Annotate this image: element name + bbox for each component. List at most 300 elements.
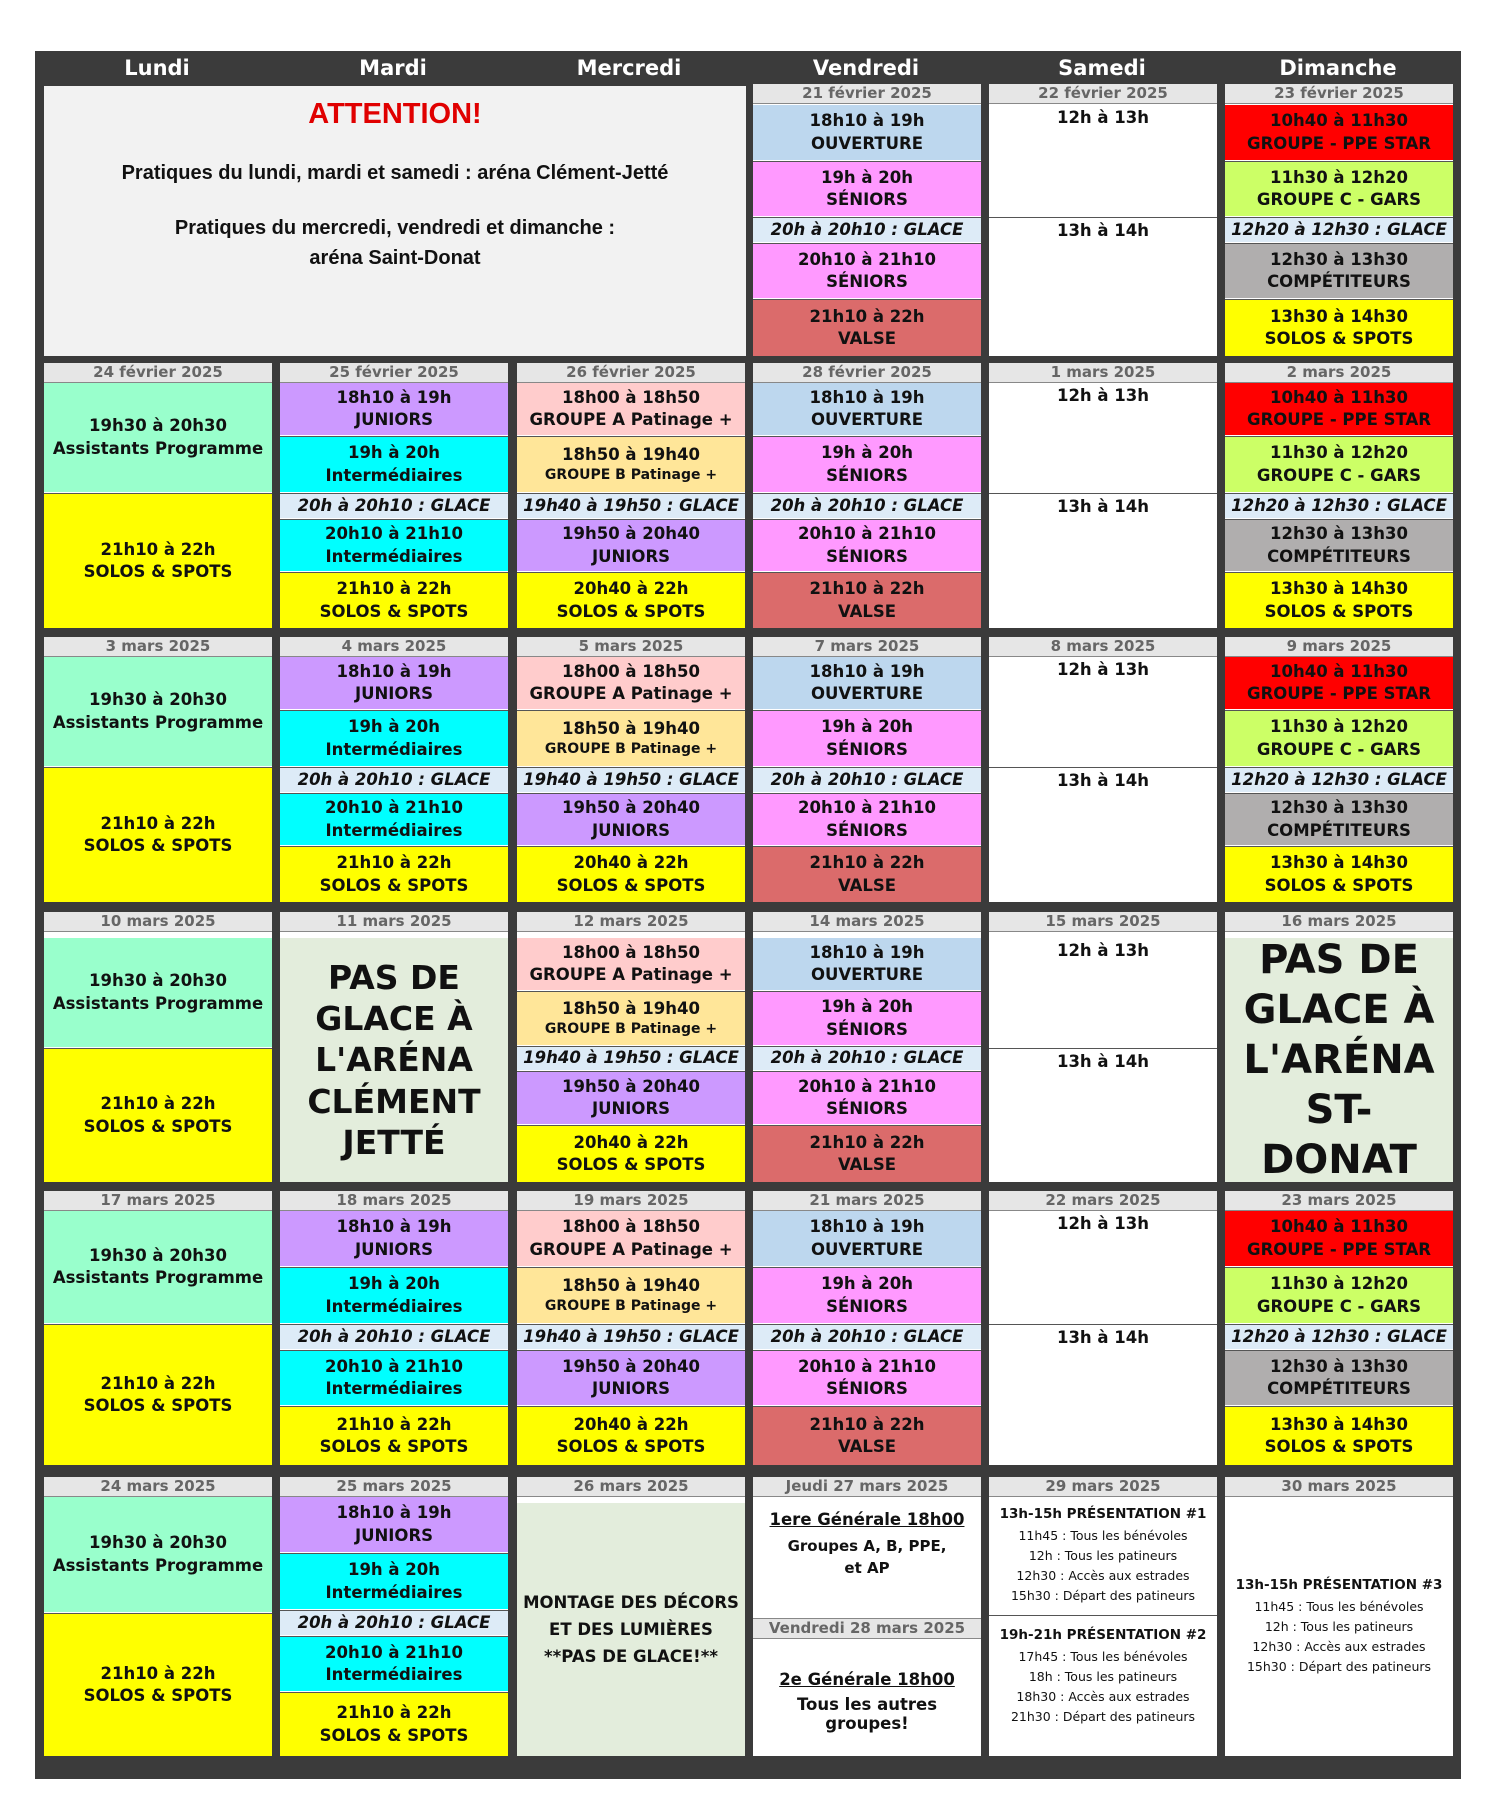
day-panel-ven-week4	[753, 912, 981, 1182]
presentation-1	[989, 1497, 1217, 1616]
schedule-slot	[989, 1211, 1217, 1323]
slot-label: SOLOS & SPOTS	[1264, 875, 1414, 895]
schedule-slot	[753, 436, 981, 492]
slot-time: 19h40 à 19h50 : GLACE	[523, 495, 739, 515]
schedule-slot	[753, 519, 981, 571]
schedule-slot	[280, 1692, 508, 1756]
day-header-lundi: Lundi	[124, 56, 190, 80]
day-panel-ven-week1	[753, 84, 981, 356]
schedule-slot	[753, 217, 981, 242]
slot-time: 21h10 à 22h	[809, 853, 925, 873]
schedule-slot	[44, 938, 272, 1047]
schedule-slot	[989, 767, 1217, 902]
day-panel-ven-week3	[753, 637, 981, 902]
day-panel-dim-week1	[1225, 84, 1453, 356]
day-panel-lun-week6	[44, 1477, 272, 1756]
slot-time: 20h à 20h10 : GLACE	[770, 495, 964, 515]
schedule-slot	[280, 1406, 508, 1465]
schedule-slot	[517, 519, 745, 571]
slot-time: 13h à 14h	[1056, 1328, 1150, 1347]
attention-title: ATTENTION!	[308, 98, 482, 130]
slot-time: 21h10 à 22h	[100, 539, 216, 559]
slot-time: 19h40 à 19h50 : GLACE	[523, 1326, 739, 1346]
date-label: 25 février 2025	[280, 363, 508, 383]
schedule-slot	[280, 657, 508, 709]
slot-time: 20h à 20h10 : GLACE	[297, 769, 491, 789]
slot-label: GROUPE B Patinage +	[544, 1021, 718, 1038]
slot-label: GROUPE C - GARS	[1256, 190, 1422, 209]
slot-label: SÉNIORS	[826, 1296, 908, 1316]
schedule-slot	[1225, 846, 1453, 902]
date-label: 15 mars 2025	[989, 912, 1217, 932]
schedule-slot	[44, 767, 272, 902]
slot-label: SÉNIORS	[826, 739, 908, 759]
presentation-item: 11h45 : Tous les bénévoles	[1018, 1528, 1188, 1543]
day-panel-mar-week5	[280, 1191, 508, 1465]
schedule-slot	[753, 793, 981, 845]
presentation-2	[989, 1617, 1217, 1736]
slot-time: 13h30 à 14h30	[1270, 306, 1408, 326]
slot-label: OUVERTURE	[810, 965, 924, 984]
slot-label: SOLOS & SPOTS	[1264, 1437, 1414, 1456]
schedule-slot	[753, 1324, 981, 1349]
schedule-slot	[1225, 217, 1453, 242]
schedule-slot	[517, 383, 745, 435]
slot-label: GROUPE B Patinage +	[544, 467, 718, 484]
notice-line: **PAS DE GLACE!**	[544, 1647, 718, 1666]
slot-time: 13h30 à 14h30	[1270, 853, 1408, 873]
schedule-slot	[753, 493, 981, 518]
schedule-slot	[280, 767, 508, 792]
schedule-slot	[1225, 657, 1453, 709]
slot-time: 19h à 20h	[347, 443, 441, 463]
slot-time: 18h00 à 18h50	[562, 1217, 700, 1237]
attention-line: aréna Saint-Donat	[309, 247, 481, 269]
slot-label: Intermédiaires	[325, 1665, 463, 1684]
slot-time: 10h40 à 11h30	[1270, 661, 1408, 681]
slot-time: 18h10 à 19h	[809, 1217, 925, 1237]
slot-time: 21h10 à 22h	[100, 1373, 216, 1393]
schedule-slot	[517, 1350, 745, 1405]
slot-time: 19h à 20h	[347, 1560, 441, 1580]
slot-label: Assistants Programme	[52, 438, 264, 458]
slot-time: 13h à 14h	[1056, 771, 1150, 790]
slot-label: JUNIORS	[591, 546, 671, 566]
slot-time: 20h10 à 21h10	[325, 1642, 463, 1662]
slot-label: GROUPE B Patinage +	[544, 1298, 718, 1315]
slot-time: 21h10 à 22h	[336, 1703, 452, 1723]
schedule-slot	[989, 105, 1217, 216]
slot-time: 12h30 à 13h30	[1270, 524, 1408, 544]
presentation-item: 18h30 : Accès aux estrades	[1016, 1688, 1190, 1704]
schedule-slot	[753, 1125, 981, 1182]
slot-label: GROUPE A Patinage +	[529, 1239, 733, 1259]
slot-label: GROUPE C - GARS	[1256, 739, 1422, 759]
date-label: 18 mars 2025	[280, 1191, 508, 1211]
date-label: 22 mars 2025	[989, 1191, 1217, 1211]
day-header-mercredi: Mercredi	[576, 56, 682, 80]
slot-time: 19h50 à 20h40	[562, 1076, 700, 1096]
day-header-samedi: Samedi	[1058, 56, 1146, 80]
slot-time: 12h20 à 12h30 : GLACE	[1231, 495, 1447, 515]
slot-label: SÉNIORS	[826, 1019, 908, 1039]
schedule-slot	[753, 1350, 981, 1405]
slot-time: 18h10 à 19h	[809, 387, 925, 407]
slot-label: SOLOS & SPOTS	[319, 1725, 469, 1745]
slot-time: 19h à 20h	[347, 1274, 441, 1294]
slot-time: 21h10 à 22h	[336, 853, 452, 873]
slot-time: 19h à 20h	[820, 717, 914, 737]
slot-label: GROUPE A Patinage +	[529, 684, 733, 703]
montage-notice	[517, 1503, 745, 1756]
date-label: 7 mars 2025	[753, 637, 981, 657]
slot-time: 21h10 à 22h	[809, 1414, 925, 1434]
schedule-slot	[753, 846, 981, 902]
schedule-slot	[280, 710, 508, 766]
schedule-slot	[517, 846, 745, 902]
schedule-slot	[280, 1497, 508, 1552]
schedule-slot	[44, 1613, 272, 1756]
slot-label: GROUPE C - GARS	[1256, 465, 1422, 485]
slot-time: 19h à 20h	[820, 1274, 914, 1294]
date-label: 1 mars 2025	[989, 363, 1217, 383]
generale-line: et AP	[844, 1558, 890, 1577]
slot-time: 18h50 à 19h40	[562, 444, 700, 464]
slot-label: Intermédiaires	[325, 546, 463, 566]
day-panel-mer-w6	[517, 1477, 745, 1756]
slot-time: 20h40 à 22h	[573, 1414, 689, 1434]
slot-time: 12h20 à 12h30 : GLACE	[1231, 769, 1447, 789]
slot-label: Assistants Programme	[52, 712, 264, 732]
slot-time: 20h10 à 21h10	[798, 249, 936, 269]
day-panel-mer-week4	[517, 912, 745, 1182]
slot-time: 18h10 à 19h	[809, 661, 925, 681]
schedule-slot	[517, 938, 745, 990]
slot-label: VALSE	[837, 875, 897, 895]
schedule-slot	[280, 1211, 508, 1266]
slot-time: 11h30 à 12h20	[1270, 717, 1408, 737]
schedule-slot	[1225, 767, 1453, 792]
slot-time: 13h à 14h	[1056, 497, 1150, 516]
schedule-slot	[753, 1406, 981, 1465]
day-panel-dim-week3	[1225, 637, 1453, 902]
schedule-slot	[1225, 710, 1453, 766]
slot-time: 18h00 à 18h50	[562, 942, 700, 962]
day-panel-sam-week1	[989, 84, 1217, 356]
slot-label: OUVERTURE	[810, 410, 924, 429]
slot-label: SÉNIORS	[826, 190, 908, 209]
schedule-slot	[1225, 793, 1453, 845]
date-label: 29 mars 2025	[989, 1477, 1217, 1497]
notice-line: ET DES LUMIÈRES	[549, 1620, 713, 1639]
schedule-slot	[989, 383, 1217, 492]
slot-label: JUNIORS	[354, 684, 434, 703]
day-panel-lun-week4	[44, 912, 272, 1182]
slot-time: 11h30 à 12h20	[1270, 1274, 1408, 1294]
slot-label: SOLOS & SPOTS	[556, 875, 706, 895]
slot-label: JUNIORS	[591, 820, 671, 840]
day-panel-sam-w6	[989, 1477, 1217, 1756]
slot-label: SÉNIORS	[826, 820, 908, 840]
schedule-slot	[280, 1267, 508, 1323]
slot-label: Intermédiaires	[325, 1379, 463, 1398]
presentation-item: 12h30 : Accès aux estrades	[1016, 1568, 1190, 1583]
slot-time: 20h40 à 22h	[573, 853, 689, 873]
slot-label: SOLOS & SPOTS	[556, 1437, 706, 1456]
slot-time: 12h à 13h	[1056, 386, 1150, 405]
schedule-slot	[44, 383, 272, 492]
schedule-slot	[517, 1406, 745, 1465]
slot-label: SOLOS & SPOTS	[83, 1116, 233, 1136]
slot-time: 20h à 20h10 : GLACE	[770, 1326, 964, 1346]
date-label: Jeudi 27 mars 2025	[753, 1477, 981, 1497]
presentation-item: 17h45 : Tous les bénévoles	[1018, 1648, 1188, 1664]
slot-time: 18h00 à 18h50	[562, 661, 700, 681]
day-panel-jeu-ven-w6	[753, 1477, 981, 1756]
slot-time: 19h50 à 20h40	[562, 1356, 700, 1376]
schedule-slot	[280, 846, 508, 902]
presentation-item: 21h30 : Départ des patineurs	[1010, 1708, 1196, 1724]
schedule-slot	[517, 991, 745, 1045]
slot-time: 18h50 à 19h40	[562, 998, 700, 1018]
day-header-dimanche: Dimanche	[1279, 56, 1397, 80]
presentation-title: 13h-15h PRÉSENTATION #1	[999, 1506, 1207, 1522]
schedule-slot	[1225, 519, 1453, 571]
day-panel-dim-week2	[1225, 363, 1453, 628]
schedule-slot	[1225, 1324, 1453, 1349]
slot-label: SOLOS & SPOTS	[556, 601, 706, 621]
slot-label: COMPÉTITEURS	[1267, 546, 1411, 566]
schedule-slot	[989, 1324, 1217, 1465]
notice-line: MONTAGE DES DÉCORS	[523, 1593, 739, 1612]
slot-label: SOLOS & SPOTS	[83, 1396, 233, 1415]
slot-label: JUNIORS	[354, 1525, 434, 1545]
date-label: 11 mars 2025	[280, 912, 508, 932]
generale-2	[753, 1647, 981, 1756]
presentation-title: 19h-21h PRÉSENTATION #2	[999, 1626, 1207, 1643]
schedule-slot	[517, 1125, 745, 1182]
schedule-slot	[1225, 436, 1453, 492]
schedule-slot	[1225, 1350, 1453, 1405]
day-panel-lun-week5	[44, 1191, 272, 1465]
no-ice-notice: PAS DE GLACE À L'ARÉNA ST-DONAT	[1225, 938, 1453, 1182]
schedule-slot	[989, 938, 1217, 1047]
slot-time: 19h30 à 20h30	[89, 1245, 227, 1265]
slot-time: 18h50 à 19h40	[562, 718, 700, 738]
date-label: 25 mars 2025	[280, 1477, 508, 1497]
slot-time: 21h10 à 22h	[809, 1132, 925, 1152]
day-header-mardi: Mardi	[359, 56, 427, 80]
day-panel-mer-week5	[517, 1191, 745, 1465]
schedule-slot	[517, 710, 745, 766]
schedule-slot	[280, 1324, 508, 1349]
slot-time: 20h à 20h10 : GLACE	[770, 219, 964, 239]
presentation-item: 11h45 : Tous les bénévoles	[1254, 1598, 1424, 1614]
slot-time: 12h20 à 12h30 : GLACE	[1231, 219, 1447, 239]
day-panel-dim-week5	[1225, 1191, 1453, 1465]
slot-label: SOLOS & SPOTS	[83, 836, 233, 855]
day-panel-sam-week2	[989, 363, 1217, 628]
attention-notice	[44, 86, 746, 356]
slot-label: SÉNIORS	[826, 465, 908, 485]
schedule-slot	[753, 938, 981, 990]
slot-time: 19h40 à 19h50 : GLACE	[523, 769, 739, 789]
slot-time: 20h à 20h10 : GLACE	[770, 1048, 964, 1068]
date-label: 8 mars 2025	[989, 637, 1217, 657]
presentation-3	[1225, 1497, 1453, 1756]
slot-time: 10h40 à 11h30	[1270, 111, 1408, 131]
slot-time: 20h40 à 22h	[573, 1132, 689, 1152]
schedule-slot	[753, 1267, 981, 1323]
generale-line: Tous les autres groupes!	[796, 1695, 938, 1733]
date-label: 23 février 2025	[1225, 84, 1453, 104]
slot-time: 20h10 à 21h10	[325, 524, 463, 544]
day-panel-sam-week5	[989, 1191, 1217, 1465]
no-ice-notice: PAS DE GLACE À L'ARÉNA CLÉMENT JETTÉ	[280, 938, 508, 1182]
slot-label: GROUPE - PPE STAR	[1247, 133, 1431, 153]
presentation-item: 15h30 : Départ des patineurs	[1246, 1658, 1432, 1674]
schedule-slot	[280, 519, 508, 571]
schedule-slot	[280, 493, 508, 518]
slot-label: GROUPE - PPE STAR	[1247, 1239, 1431, 1259]
slot-label: Intermédiaires	[325, 739, 463, 759]
slot-label: GROUPE B Patinage +	[544, 741, 718, 758]
date-label: 5 mars 2025	[517, 637, 745, 657]
date-label: 30 mars 2025	[1225, 1477, 1453, 1497]
presentation-item: 18h : Tous les patineurs	[1028, 1668, 1178, 1684]
schedule-slot	[280, 1636, 508, 1691]
slot-time: 20h40 à 22h	[573, 579, 689, 599]
slot-time: 12h30 à 13h30	[1270, 1356, 1408, 1376]
day-header-vendredi: Vendredi	[812, 56, 920, 80]
schedule-slot	[1225, 1406, 1453, 1465]
date-label: 24 février 2025	[44, 363, 272, 383]
day-panel-dim-week4	[1225, 912, 1453, 1182]
slot-time: 21h10 à 22h	[100, 813, 216, 833]
slot-label: Assistants Programme	[52, 1555, 264, 1575]
day-panel-lun-week2	[44, 363, 272, 628]
schedule-slot	[753, 105, 981, 160]
slot-time: 19h30 à 20h30	[89, 416, 227, 436]
slot-label: JUNIORS	[591, 1379, 671, 1398]
day-panel-mer-week2	[517, 363, 745, 628]
schedule-slot	[517, 1046, 745, 1070]
slot-time: 18h00 à 18h50	[562, 387, 700, 407]
slot-label: VALSE	[837, 1155, 897, 1174]
slot-time: 21h10 à 22h	[809, 306, 925, 326]
slot-label: Assistants Programme	[52, 993, 264, 1013]
slot-time: 13h à 14h	[1056, 1052, 1150, 1071]
slot-time: 19h à 20h	[820, 167, 914, 187]
date-label: Vendredi 28 mars 2025	[753, 1618, 981, 1639]
slot-time: 12h à 13h	[1056, 660, 1150, 679]
slot-label: SOLOS & SPOTS	[1264, 329, 1414, 348]
date-label: 23 mars 2025	[1225, 1191, 1453, 1211]
generale-title: 1ere Générale 18h00	[769, 1509, 965, 1529]
schedule-slot	[989, 657, 1217, 766]
schedule-slot	[1225, 1211, 1453, 1266]
slot-label: VALSE	[837, 329, 897, 348]
schedule-slot	[753, 657, 981, 709]
schedule-slot	[753, 710, 981, 766]
slot-label: SOLOS & SPOTS	[83, 1686, 233, 1705]
date-label: 28 février 2025	[753, 363, 981, 383]
slot-label: Assistants Programme	[52, 1268, 264, 1287]
schedule-slot	[517, 493, 745, 518]
date-label: 9 mars 2025	[1225, 637, 1453, 657]
slot-time: 19h à 20h	[820, 997, 914, 1017]
slot-time: 10h40 à 11h30	[1270, 1217, 1408, 1237]
slot-time: 20h à 20h10 : GLACE	[297, 495, 491, 515]
schedule-slot	[44, 1048, 272, 1182]
schedule-slot	[989, 217, 1217, 356]
schedule-slot	[1225, 383, 1453, 435]
slot-time: 12h30 à 13h30	[1270, 249, 1408, 269]
schedule-slot	[280, 383, 508, 435]
day-panel-sam-week4	[989, 912, 1217, 1182]
slot-time: 19h40 à 19h50 : GLACE	[523, 1048, 739, 1068]
schedule-slot	[1225, 493, 1453, 518]
slot-time: 13h à 14h	[1056, 221, 1150, 240]
slot-label: SOLOS & SPOTS	[319, 1437, 469, 1456]
slot-time: 20h10 à 21h10	[325, 1356, 463, 1376]
slot-time: 12h à 13h	[1056, 108, 1150, 127]
schedule-slot	[989, 493, 1217, 628]
slot-time: 18h10 à 19h	[809, 942, 925, 962]
date-label: 16 mars 2025	[1225, 912, 1453, 932]
schedule-slot	[1225, 161, 1453, 216]
date-label: 26 février 2025	[517, 363, 745, 383]
slot-time: 12h à 13h	[1056, 1214, 1150, 1233]
slot-label: SOLOS & SPOTS	[83, 562, 233, 581]
date-label: 4 mars 2025	[280, 637, 508, 657]
slot-time: 10h40 à 11h30	[1270, 387, 1408, 407]
schedule-slot	[280, 1553, 508, 1609]
slot-label: COMPÉTITEURS	[1267, 820, 1411, 840]
slot-time: 19h à 20h	[347, 717, 441, 737]
slot-label: VALSE	[837, 1437, 897, 1456]
slot-label: COMPÉTITEURS	[1267, 272, 1411, 291]
date-label: 17 mars 2025	[44, 1191, 272, 1211]
schedule-slot	[280, 436, 508, 492]
schedule-slot	[753, 299, 981, 356]
schedule-slot	[44, 1497, 272, 1612]
schedule-slot	[1225, 299, 1453, 356]
day-panel-ven-week2	[753, 363, 981, 628]
slot-time: 18h10 à 19h	[336, 387, 452, 407]
slot-time: 11h30 à 12h20	[1270, 167, 1408, 187]
slot-label: SÉNIORS	[826, 1379, 908, 1398]
schedule-slot	[44, 1211, 272, 1323]
slot-label: JUNIORS	[354, 410, 434, 429]
slot-time: 19h50 à 20h40	[562, 798, 700, 818]
schedule-slot	[753, 1211, 981, 1266]
slot-time: 19h30 à 20h30	[89, 690, 227, 710]
slot-time: 18h10 à 19h	[336, 1217, 452, 1237]
slot-label: SOLOS & SPOTS	[556, 1155, 706, 1174]
schedule-slot	[280, 1610, 508, 1635]
schedule-slot	[753, 1071, 981, 1124]
slot-time: 21h10 à 22h	[336, 1414, 452, 1434]
date-label: 26 mars 2025	[517, 1477, 745, 1497]
day-panel-dim-w6	[1225, 1477, 1453, 1756]
slot-time: 20h10 à 21h10	[798, 798, 936, 818]
slot-time: 12h20 à 12h30 : GLACE	[1231, 1326, 1447, 1346]
slot-label: COMPÉTITEURS	[1267, 1379, 1411, 1398]
slot-label: JUNIORS	[591, 1099, 671, 1118]
schedule-slot	[1225, 105, 1453, 160]
schedule-slot	[753, 572, 981, 628]
